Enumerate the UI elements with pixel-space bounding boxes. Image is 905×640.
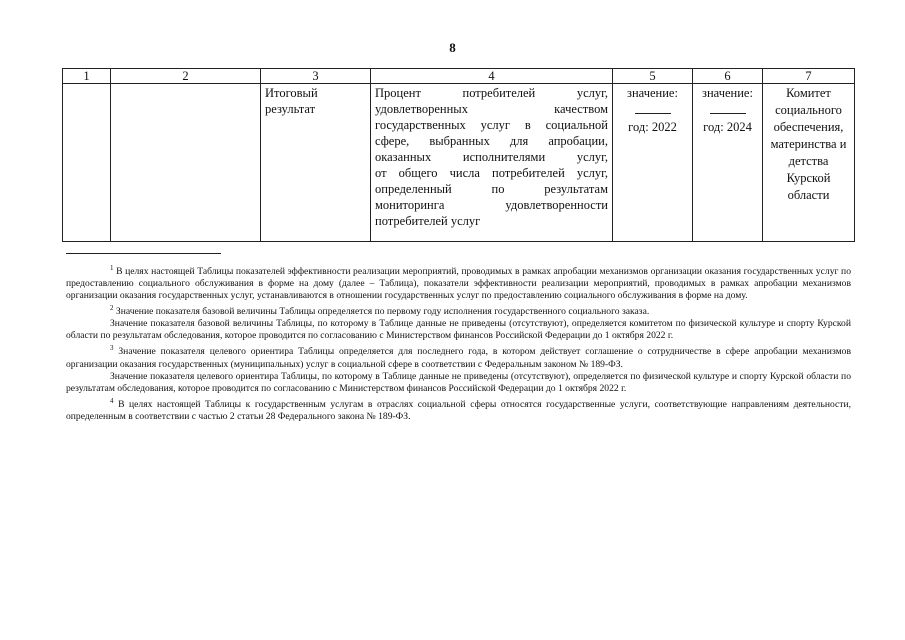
footnote bbox=[66, 318, 851, 342]
footnote-text: В целях настоящей Таблицы показателей эффективности реализации мероприятий, проводимых в рамках апробации механизмов организации оказания государственных услуг по предоставлению социального обслуживания в форме на дому (далее – Таблица), показатели эффективности реализации мероприятий, проводимых в рамках апробации механизмов организации оказания государственных услуг, устанавливаются в отношении государственных услуг по предоставлению социального обслуживания в форме на дому. bbox=[66, 266, 851, 302]
footnote-mark: 1 bbox=[110, 264, 114, 272]
cell-base-value bbox=[613, 84, 693, 242]
header-cell: 6 bbox=[693, 69, 763, 84]
value-blank-line bbox=[710, 103, 746, 114]
table-row bbox=[63, 84, 855, 242]
header-cell: 7 bbox=[763, 69, 855, 84]
target-value-label: значение: bbox=[702, 86, 753, 100]
header-cell: 4 bbox=[371, 69, 613, 84]
base-value-year: год: 2022 bbox=[628, 120, 677, 134]
indicator-line: государственных услуг в социальной bbox=[375, 118, 608, 132]
footnote-mark: 2 bbox=[110, 304, 114, 313]
footnote-text: В целях настоящей Таблицы к государственным услугам в отраслях социальной сферы относятся государственные услуги, соответствующие направлениям деятельности, определенным в соответствии с частью 2 статьи 28 Федерального закона № 189-ФЗ. bbox=[66, 398, 851, 422]
indicator-line: от общего числа потребителей услуг, bbox=[375, 166, 608, 180]
indicator-line: Процент потребителей услуг, bbox=[375, 86, 608, 100]
header-cell: 2 bbox=[111, 69, 261, 84]
cell-col2 bbox=[111, 84, 261, 242]
cell-responsible: Комитет социального обеспечения, материнства и детства Курской области bbox=[763, 84, 855, 242]
cell-indicator-name bbox=[371, 84, 613, 242]
footnote bbox=[66, 302, 851, 318]
indicator-line: сфере, выбранных для апробации, bbox=[375, 134, 608, 148]
cell-target-value bbox=[693, 84, 763, 242]
table-header-row bbox=[63, 69, 855, 84]
footnote-text: Значение показателя базовой величины Таблицы определяется по первому году исполнения государственного социального заказа. bbox=[115, 306, 650, 318]
cell-col1 bbox=[63, 84, 111, 242]
indicator-line: потребителей услуг bbox=[375, 214, 481, 228]
indicator-line: оказанных исполнителями услуг, bbox=[375, 150, 608, 164]
indicator-line: мониторинга удовлетворенности bbox=[375, 198, 608, 212]
footnote bbox=[66, 342, 851, 370]
indicator-line: определенный по результатам bbox=[375, 182, 608, 196]
page-number: 8 bbox=[449, 40, 456, 55]
footnote-mark: 4 bbox=[110, 396, 114, 405]
base-value-label: значение: bbox=[627, 86, 678, 100]
footnote-text: Значение показателя целевого ориентира Таблицы, по которому в Таблице данные не приведены (отсутствуют), определяется по физической культуре и спорту Курской области по результатам обследования, которое проводится по согласованию с Министерством финансов Российской Федерации до 1 октября 2022 г. bbox=[66, 370, 851, 394]
footnote bbox=[66, 395, 851, 423]
footnote-separator bbox=[66, 253, 221, 254]
header-cell: 3 bbox=[261, 69, 371, 84]
indicator-line: удовлетворенных качеством bbox=[375, 102, 608, 116]
footnote-text: Значение показателя целевого ориентира Таблицы определяется для последнего года, в котором действует соглашение о сотрудничестве в сфере апробации механизмов организации оказания государственных (муниципальных) услуг в социальной сфере в соответствии с Федеральным законом № 189-ФЗ. bbox=[66, 346, 851, 370]
footnote bbox=[66, 262, 851, 302]
footnotes bbox=[66, 262, 851, 423]
target-value-year: год: 2024 bbox=[703, 120, 752, 134]
cell-result-type: Итоговый результат bbox=[261, 84, 371, 242]
footnote-mark: 3 bbox=[110, 344, 114, 353]
indicator-table bbox=[62, 68, 855, 242]
footnote bbox=[66, 371, 851, 395]
header-cell: 5 bbox=[613, 69, 693, 84]
header-cell: 1 bbox=[63, 69, 111, 84]
value-blank-line bbox=[635, 103, 671, 114]
footnote-text: Значение показателя базовой величины Таблицы, по которому в Таблице данные не приведены (отсутствуют), определяется комитетом по физической культуре и спорту Курской области по результатам обследования, которое проводится по согласованию с Министерством финансов Российской Федерации до 1 октября 2022 г. bbox=[66, 318, 851, 342]
